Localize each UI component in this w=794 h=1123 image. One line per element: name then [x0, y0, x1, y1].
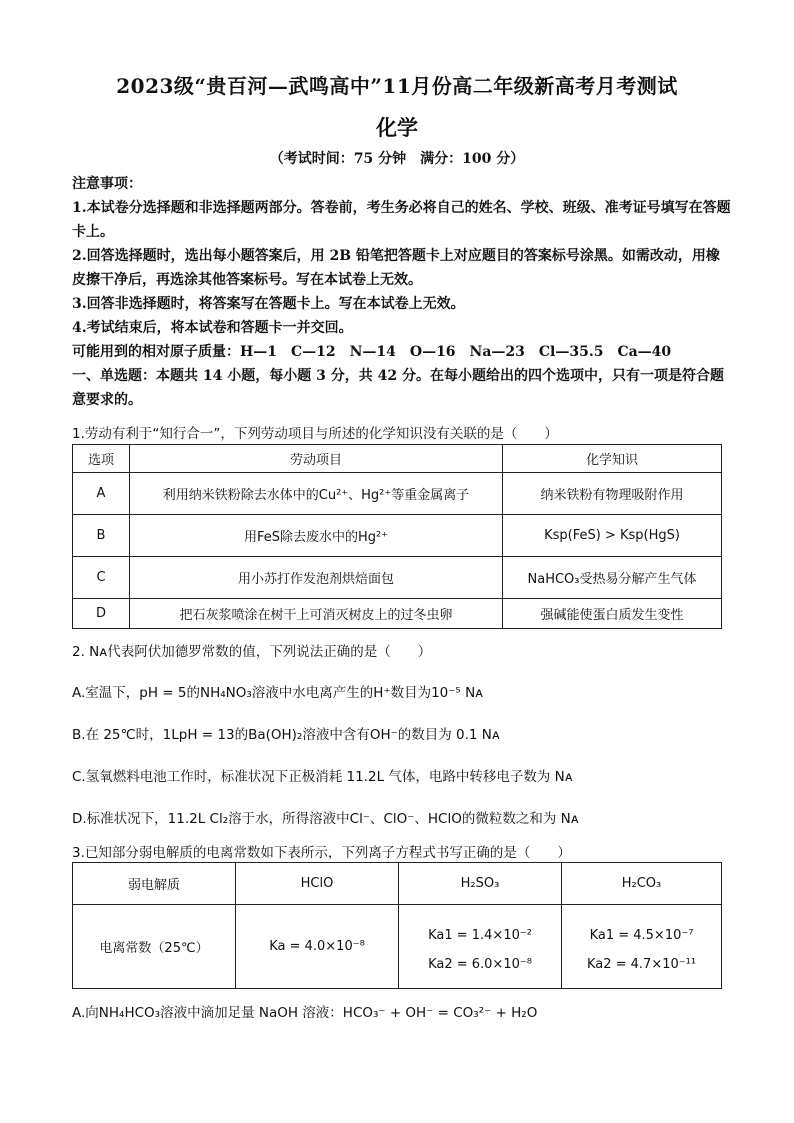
table-row	[73, 515, 722, 557]
table-cell	[399, 905, 562, 989]
table-header: HClO	[236, 863, 399, 905]
q1-stem: 1.劳动有利于“知行合一”，下列劳动项目与所述的化学知识没有关联的是（ ）	[72, 426, 558, 442]
notes-heading: 注意事项：	[72, 176, 142, 192]
section-heading: 一、单选题：本题共 14 小题，每小题 3 分，共 42 分。在每小题给出的四个选项中，只有一项是符合题意要求的。	[72, 368, 724, 408]
table-header-row	[73, 445, 722, 473]
table-cell: Ka = 4.0×10⁻⁸	[236, 905, 399, 989]
notes-section	[72, 172, 732, 412]
q1-table	[72, 444, 722, 629]
table-header: 化学知识	[503, 445, 722, 473]
table-header: H₂SO₃	[399, 863, 562, 905]
table-header: H₂CO₃	[562, 863, 722, 905]
ka1-value: Ka1 = 1.4×10⁻²	[428, 927, 532, 943]
q2-option-c: C.氢氧燃料电池工作时，标准状况下正极消耗 11.2L 气体，电路中转移电子数为 Nᴀ	[72, 769, 573, 785]
q3-option-a: A.向NH₄HCO₃溶液中滴加足量 NaOH 溶液：HCO₃⁻ + OH⁻ = CO₃²⁻ + H₂O	[72, 1005, 538, 1021]
table-cell: 用FeS除去废水中的Hg²⁺	[130, 515, 503, 557]
q3-stem: 3.已知部分弱电解质的电离常数如下表所示，下列离子方程式书写正确的是（ ）	[72, 845, 571, 861]
table-cell: 纳米铁粉有物理吸附作用	[503, 473, 722, 515]
q2-stem: 2. Nᴀ代表阿伏加德罗常数的值，下列说法正确的是（ ）	[72, 644, 432, 660]
table-row	[73, 473, 722, 515]
table-row	[73, 905, 722, 989]
note-item: 2.回答选择题时，选出每小题答案后，用 2B 铅笔把答题卡上对应题目的答案标号涂黑。如需改动，用橡皮擦干净后，再选涂其他答案标号。写在本试卷上无效。	[72, 248, 720, 288]
note-item: 4.考试结束后，将本试卷和答题卡一并交回。	[72, 320, 353, 336]
exam-info: （考试时间：75 分钟 满分：100 分）	[269, 151, 525, 167]
q2-option-d: D.标准状况下，11.2L Cl₂溶于水，所得溶液中Cl⁻、ClO⁻、HClO的微粒数之和为 Nᴀ	[72, 811, 579, 827]
atomic-masses: 可能用到的相对原子质量：H—1 C—12 N—14 O—16 Na—23 Cl—35.5 Ca—40	[72, 344, 672, 360]
table-row	[73, 557, 722, 599]
table-row	[73, 599, 722, 629]
q3-table	[72, 862, 722, 989]
table-header: 劳动项目	[130, 445, 503, 473]
subject-title: 化学	[376, 115, 418, 140]
table-header: 弱电解质	[73, 863, 236, 905]
table-cell: NaHCO₃受热易分解产生气体	[503, 557, 722, 599]
table-header: 选项	[73, 445, 130, 473]
table-cell	[562, 905, 722, 989]
table-cell: Ksp(FeS) > Ksp(HgS)	[503, 515, 722, 557]
table-cell: 利用纳米铁粉除去水体中的Cu²⁺、Hg²⁺等重金属离子	[130, 473, 503, 515]
ka2-value: Ka2 = 4.7×10⁻¹¹	[586, 956, 697, 972]
exam-title: 2023级“贵百河—武鸣高中”11月份高二年级新高考月考测试	[116, 74, 678, 98]
ka2-value: Ka2 = 6.0×10⁻⁸	[428, 956, 532, 972]
note-item: 1.本试卷分选择题和非选择题两部分。答卷前，考生务必将自己的姓名、学校、班级、准考证号填写在答题卡上。	[72, 200, 731, 240]
table-cell: 用小苏打作发泡剂烘焙面包	[130, 557, 503, 599]
note-item: 3.回答非选择题时，将答案写在答题卡上。写在本试卷上无效。	[72, 296, 465, 312]
ka1-value: Ka1 = 4.5×10⁻⁷	[589, 927, 694, 943]
table-cell: C	[73, 557, 130, 599]
table-cell: D	[73, 599, 130, 629]
q2-option-a: A.室温下，pH = 5的NH₄NO₃溶液中水电离产生的H⁺数目为10⁻⁵ Nᴀ	[72, 685, 484, 701]
table-cell: B	[73, 515, 130, 557]
table-cell: 强碱能使蛋白质发生变性	[503, 599, 722, 629]
q2-option-b: B.在 25℃时，1LpH = 13的Ba(OH)₂溶液中含有OH⁻的数目为 0.1 Nᴀ	[72, 727, 500, 743]
table-cell: 电离常数（25℃）	[73, 905, 236, 989]
table-header-row	[73, 863, 722, 905]
table-cell: 把石灰浆喷涂在树干上可消灭树皮上的过冬虫卵	[130, 599, 503, 629]
table-cell: A	[73, 473, 130, 515]
